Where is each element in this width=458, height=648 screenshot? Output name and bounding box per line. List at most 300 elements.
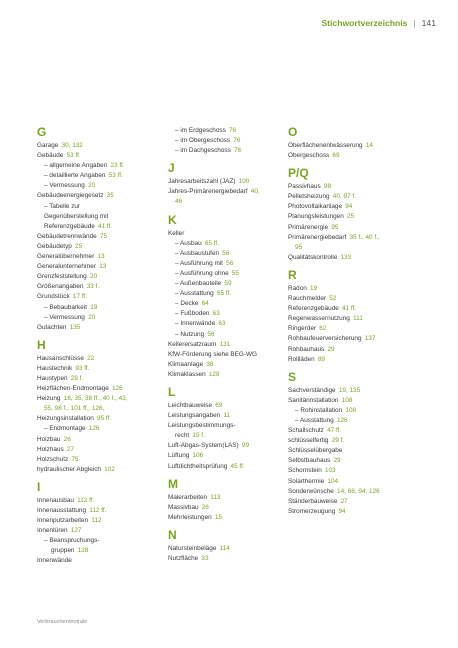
index-term: Leichtbauweise xyxy=(168,401,213,409)
index-entry xyxy=(168,249,288,259)
index-page-ref: 108 xyxy=(341,396,353,404)
index-term: Jahres-Primärenergiebedarf xyxy=(168,188,248,196)
index-term: – Decke xyxy=(175,300,199,308)
index-term: recht xyxy=(175,432,190,440)
index-entry xyxy=(168,544,288,554)
index-entry xyxy=(168,370,288,380)
index-term: Garage xyxy=(37,142,59,149)
index-term: Heizung xyxy=(37,395,61,403)
index-entry xyxy=(168,309,288,319)
index-page-ref: 112 ff. xyxy=(89,507,107,514)
index-entry xyxy=(168,330,288,340)
index-page-ref: 64 xyxy=(201,300,209,308)
index-entry xyxy=(288,304,438,314)
index-entry xyxy=(37,181,165,191)
index-page-ref: 52 xyxy=(329,295,337,303)
index-term: Nutzfläche xyxy=(168,555,199,562)
index-entry xyxy=(288,456,438,466)
index-entry xyxy=(37,364,165,374)
index-entry xyxy=(288,466,438,476)
index-term: – im Dachgeschoss xyxy=(175,147,231,155)
index-page-ref: 27 xyxy=(66,445,74,453)
index-entry xyxy=(288,507,438,517)
index-page-ref: 126 xyxy=(336,416,348,424)
index-entry xyxy=(37,262,165,272)
index-term: Luft-Abgas-System(LAS) xyxy=(168,442,239,450)
index-letter-heading: O xyxy=(288,125,298,139)
index-page-ref: 111 xyxy=(353,315,363,323)
index-term: Holzbau xyxy=(37,435,61,443)
index-entry xyxy=(288,406,438,416)
index-entry xyxy=(37,546,165,556)
index-page-ref: 75 xyxy=(99,232,108,240)
index-page-ref: 128 xyxy=(77,547,89,555)
index-entry xyxy=(37,303,165,313)
index-entry xyxy=(168,279,288,289)
index-page-ref: 95 ff. xyxy=(97,415,112,423)
index-page-ref: 114 xyxy=(219,544,230,552)
index-entry xyxy=(37,374,165,384)
index-term: Heizflächen-Endmontage xyxy=(37,385,109,393)
index-page-ref: 94 xyxy=(345,203,353,211)
index-term: – detaillierte Angaben xyxy=(44,172,106,180)
index-term: gruppen xyxy=(51,547,75,555)
index-entry xyxy=(37,455,165,465)
index-term: schlüsselfertig xyxy=(288,437,329,445)
index-entry xyxy=(168,451,288,461)
index-page-ref: 65 ff. xyxy=(216,290,232,298)
index-page-ref: 55, 98 f., 101 ff., 126, xyxy=(44,405,105,413)
index-term: Schlüsselübergabe xyxy=(288,447,343,455)
index-entry xyxy=(168,319,288,329)
index-term: – Innenwände xyxy=(175,320,216,328)
index-term: Sonderwünsche xyxy=(288,487,334,495)
index-letter-heading: S xyxy=(288,369,297,384)
index-entry xyxy=(288,182,438,192)
index-page-ref: 131 xyxy=(219,340,231,348)
index-entry xyxy=(37,506,165,516)
index-column-1 xyxy=(37,126,165,567)
index-page-ref: 56 xyxy=(222,249,230,257)
index-page-ref: 41 ff. xyxy=(98,222,113,230)
index-entry xyxy=(168,229,288,239)
index-term: Sanitärinstallation xyxy=(288,396,339,404)
index-letter-heading: N xyxy=(168,527,177,542)
index-page-ref: 26 xyxy=(63,435,71,443)
index-term: Natursteinbeläge xyxy=(168,544,217,552)
index-term: – allgemeine Angaben xyxy=(44,162,108,170)
index-entry xyxy=(37,222,165,232)
index-term: – Rohinstallation xyxy=(295,406,343,414)
index-entry xyxy=(37,414,165,424)
index-entry xyxy=(288,487,438,497)
index-term: Oberflächenentwässerung xyxy=(288,142,363,149)
index-page-ref: 94 xyxy=(338,507,346,515)
index-entry xyxy=(37,394,165,404)
index-page-ref: 30, 132 xyxy=(61,142,83,149)
index-page-ref: 98 xyxy=(323,183,331,191)
index-term: Luftdichtheitsprüfung xyxy=(168,462,228,470)
index-entry xyxy=(288,151,438,161)
index-page-ref: 53 ff. xyxy=(66,152,81,160)
index-page-ref: 22 xyxy=(87,354,95,362)
index-term: Rohbaufeuerversicherung xyxy=(288,335,362,343)
index-entry xyxy=(37,313,165,323)
index-page-ref: 108 xyxy=(345,406,357,414)
index-term: Rohbauhaus xyxy=(288,345,325,353)
index-column-3 xyxy=(288,126,438,517)
index-term: – Außenbauteile xyxy=(175,280,222,288)
index-term: Ringerder xyxy=(288,325,317,333)
index-entry xyxy=(288,243,438,253)
index-page-ref: 104 xyxy=(327,477,339,485)
index-page-ref: 25 xyxy=(347,213,355,221)
index-entry xyxy=(168,126,288,136)
index-letter-heading: I xyxy=(37,479,41,494)
index-term: – Ausstattung xyxy=(175,290,214,298)
index-page-ref: 20 xyxy=(89,273,98,281)
index-page-ref: 11 xyxy=(223,412,231,420)
index-term: Lüftung xyxy=(168,452,190,460)
index-term: Innenwände xyxy=(37,557,72,565)
index-page-ref: 59 xyxy=(224,280,232,288)
index-entry xyxy=(37,292,165,302)
index-page-ref: 75 xyxy=(71,455,79,463)
index-page-ref: 19 xyxy=(310,284,318,292)
index-entry xyxy=(288,334,438,344)
index-page-ref: 19, 135 xyxy=(338,386,361,394)
index-page-ref: 19 xyxy=(90,303,98,311)
index-entry xyxy=(168,513,288,523)
index-page-ref: 112 xyxy=(91,517,102,525)
index-entry xyxy=(168,146,288,156)
index-page-ref: 35 xyxy=(106,192,114,200)
index-term: Grundstück xyxy=(37,293,70,301)
index-term: Sachverständige xyxy=(288,386,336,394)
index-term: – Vermessung xyxy=(44,313,85,321)
index-term: Malerarbeiten xyxy=(168,493,208,501)
index-term: Schallschutz xyxy=(288,427,324,435)
header-separator: | xyxy=(413,18,416,28)
index-entry xyxy=(288,386,438,396)
index-term: Grenzfeststellung xyxy=(37,273,87,281)
index-entry xyxy=(37,404,165,414)
index-page-ref: 27 xyxy=(340,497,348,505)
index-entry xyxy=(168,177,288,187)
index-term: Innenausbau xyxy=(37,496,74,504)
index-term: Stromerzeugung xyxy=(288,507,336,515)
index-page-ref: 113 xyxy=(210,493,221,501)
index-entry xyxy=(168,421,288,431)
index-page-ref: 93 ff. xyxy=(75,364,90,372)
index-term: – Fußboden xyxy=(175,310,210,318)
index-entry xyxy=(168,401,288,411)
index-page-ref: 76 xyxy=(229,127,237,134)
index-entry xyxy=(168,554,288,564)
index-term: Innentüren xyxy=(37,527,68,535)
index-term: Referenzgebäude xyxy=(288,305,339,313)
index-entry xyxy=(288,223,438,233)
index-page-ref: 40, 97 f. xyxy=(332,193,356,201)
index-page-ref: 33 f. xyxy=(86,283,100,291)
index-term: Haustypen xyxy=(37,374,68,382)
index-term: Qualitätskontrolle xyxy=(288,253,338,261)
index-entry xyxy=(37,384,165,394)
index-term: Primärenergiebedarf xyxy=(288,233,347,241)
index-entry xyxy=(168,441,288,451)
index-term: Gegenüberstellung mit xyxy=(44,212,109,220)
index-page-ref: 29 xyxy=(333,457,341,465)
index-term: Innenputzarbeiten xyxy=(37,517,89,525)
index-page-ref: 89 xyxy=(317,355,325,363)
index-letter-heading: J xyxy=(168,161,175,176)
index-entry xyxy=(288,192,438,202)
index-entry xyxy=(288,294,438,304)
index-entry xyxy=(288,446,438,456)
index-page-ref: 102 xyxy=(104,465,115,473)
index-term: Radon xyxy=(288,284,307,292)
index-page-ref: 45 ff. xyxy=(230,462,245,470)
index-entry xyxy=(37,323,165,333)
index-entry xyxy=(37,161,165,171)
index-entry xyxy=(168,411,288,421)
index-term: Leistungsbestimmungs- xyxy=(168,422,236,430)
index-term: Kellerersatzraum xyxy=(168,340,217,348)
index-entry xyxy=(168,350,288,360)
index-page-ref: 55 xyxy=(231,269,239,277)
index-letter-heading: K xyxy=(168,212,177,227)
index-page-ref: 126 xyxy=(111,385,123,393)
index-entry xyxy=(37,445,165,455)
index-letter-heading: H xyxy=(37,337,46,352)
index-page-ref: 15 f. xyxy=(192,432,205,440)
page-footer: Verbraucherzentrale xyxy=(37,619,88,625)
index-page-ref: 38 xyxy=(206,360,214,368)
index-entry xyxy=(288,426,438,436)
index-page-ref: 76 xyxy=(233,137,241,145)
index-page-ref: 53 ff. xyxy=(108,172,123,180)
index-entry xyxy=(288,233,438,243)
index-term: Gebäude xyxy=(37,152,64,160)
index-page-ref: 99 xyxy=(241,442,249,450)
index-entry xyxy=(37,232,165,242)
index-entry xyxy=(168,360,288,370)
index-page-ref: 26 xyxy=(201,503,209,511)
index-entry xyxy=(168,187,288,197)
index-term: – Endmontage xyxy=(44,425,86,433)
index-entry xyxy=(168,340,288,350)
index-page-ref: 95 xyxy=(331,223,339,231)
index-term: – im Erdgeschoss xyxy=(175,127,226,134)
index-page-ref: 76 xyxy=(233,147,242,155)
index-entry xyxy=(168,136,288,146)
index-term: Keller xyxy=(168,229,185,237)
index-letter-heading: L xyxy=(168,384,176,399)
index-term: Gebäudetyp xyxy=(37,242,72,250)
index-page-ref: 47 ff. xyxy=(327,427,342,435)
index-page-ref: 103 xyxy=(324,467,336,475)
index-page-ref: 137 xyxy=(364,335,376,343)
index-page-ref: 106 xyxy=(192,452,204,460)
index-entry xyxy=(168,259,288,269)
index-entry xyxy=(288,497,438,507)
index-entry xyxy=(288,396,438,406)
index-entry xyxy=(168,431,288,441)
index-page-ref: 15 xyxy=(214,513,223,521)
index-term: Solarthermie xyxy=(288,477,325,485)
index-term: Referenzgebäude xyxy=(44,222,95,230)
index-term: – Ausführung mit xyxy=(175,259,223,267)
index-term: Hausanschlüsse xyxy=(37,354,84,362)
index-term: Photovoltaikanlage xyxy=(288,203,343,211)
index-entry xyxy=(37,202,165,212)
index-page-ref: 63 xyxy=(212,310,220,318)
index-term: Selbstbauhaus xyxy=(288,457,331,465)
index-term: Gutachten xyxy=(37,323,67,331)
index-entry xyxy=(168,462,288,472)
index-entry xyxy=(288,477,438,487)
index-entry xyxy=(37,435,165,445)
index-entry xyxy=(168,289,288,299)
index-page-ref: 100 xyxy=(238,178,250,186)
index-entry xyxy=(168,269,288,279)
index-page-ref: 20 xyxy=(88,313,96,321)
index-term: KfW-Förderung siehe BEG-WG xyxy=(168,350,258,358)
index-term: Primärenergie xyxy=(288,223,329,231)
index-term: – Ausbau xyxy=(175,239,202,247)
index-term: Haustechnik xyxy=(37,364,73,372)
index-entry xyxy=(288,284,438,294)
index-term: Holzhaus xyxy=(37,445,64,453)
index-entry xyxy=(37,465,165,475)
index-page-ref: 13 xyxy=(97,253,105,261)
index-term: Massivbau xyxy=(168,503,199,511)
index-term: Größenangaben xyxy=(37,283,84,291)
index-entry xyxy=(288,253,438,263)
index-term: – Tabelle zur xyxy=(44,202,81,210)
index-page-ref: 56 xyxy=(226,259,234,267)
index-page-ref: 25 xyxy=(75,242,83,250)
index-term: – Nutzung xyxy=(175,330,205,338)
index-page-ref: 23 ff. xyxy=(110,162,125,170)
index-term: Innenausstattung xyxy=(37,507,87,514)
index-entry xyxy=(37,212,165,222)
index-term: Klimaanlage xyxy=(168,360,204,368)
index-page-ref: 41 ff. xyxy=(342,305,357,313)
index-entry xyxy=(288,345,438,355)
index-page-ref: 13 xyxy=(99,263,107,271)
index-page-ref: 40, xyxy=(250,188,260,196)
index-term: Pelletsheizung xyxy=(288,193,330,201)
index-page-ref: 29 f. xyxy=(331,437,345,445)
index-page-ref: 62 xyxy=(319,325,327,333)
index-term: Gebäudeenergiegesetz xyxy=(37,192,104,200)
index-page-ref: 20 xyxy=(88,182,96,190)
index-entry xyxy=(37,141,165,151)
index-page-ref: 29 xyxy=(327,345,335,353)
index-page-ref: 56 xyxy=(207,330,215,338)
index-entry xyxy=(37,556,165,566)
index-term: – Ausführung ohne xyxy=(175,269,229,277)
index-term: Passivhaus xyxy=(288,183,321,191)
index-entry xyxy=(168,299,288,309)
index-entry xyxy=(168,493,288,503)
index-term: Planungsleistungen xyxy=(288,213,344,221)
index-term: – Beanspruchungs- xyxy=(44,537,100,545)
index-page-ref: 33 xyxy=(201,555,209,562)
index-entry xyxy=(288,436,438,446)
index-term: – Ausstattung xyxy=(295,416,334,424)
index-entry xyxy=(168,197,288,207)
index-term: Jahresarbeitszahl (JAZ) xyxy=(168,178,236,186)
index-term: hydraulischer Abgleich xyxy=(37,465,101,473)
index-entry xyxy=(37,354,165,364)
index-page-ref: 126 xyxy=(88,425,100,433)
index-page-ref: 28 f. xyxy=(70,374,84,382)
page-number: 141 xyxy=(421,18,436,28)
index-entry xyxy=(288,212,438,222)
index-page-ref: 14, 68, 94, 126 xyxy=(337,487,380,495)
index-term: Leistungsangaben xyxy=(168,412,221,420)
header-title: Stichwortverzeichnis xyxy=(321,18,408,28)
index-page-ref: 16, 35, 38 ff., 40 f., 43, xyxy=(63,395,128,403)
index-page-ref: 69 xyxy=(215,401,223,409)
index-term: Ständerbauweise xyxy=(288,497,338,505)
index-term: Regenwassernutzung xyxy=(288,315,350,323)
index-term: Gebäudetrennwände xyxy=(37,232,97,240)
index-page-ref: 14 xyxy=(365,142,373,149)
index-term: – Ausbaustufen xyxy=(175,249,220,257)
index-page-ref: 17 ff. xyxy=(72,293,87,301)
index-entry xyxy=(37,191,165,201)
index-page-ref: 65 ff. xyxy=(204,239,219,247)
index-page-ref: 35 f., 40 f., xyxy=(349,233,380,241)
index-entry xyxy=(37,516,165,526)
index-term: Rauchmelder xyxy=(288,295,327,303)
index-letter-heading: P/Q xyxy=(288,166,309,181)
index-entry xyxy=(37,151,165,161)
index-column-2 xyxy=(168,126,288,564)
index-entry xyxy=(288,141,438,151)
index-entry xyxy=(168,239,288,249)
index-entry xyxy=(37,536,165,546)
index-page-ref: 127 xyxy=(70,527,82,535)
index-term: Generalunternehmer xyxy=(37,263,96,271)
index-entry xyxy=(288,324,438,334)
index-term: – Bebaubarkeit xyxy=(44,303,87,311)
index-term: Klimaklassen xyxy=(168,370,206,378)
index-term: Holzschutz xyxy=(37,455,69,463)
index-term: – im Obergeschoss xyxy=(175,137,231,145)
index-letter-heading: M xyxy=(168,476,178,491)
index-entry xyxy=(288,355,438,365)
index-entry xyxy=(37,282,165,292)
index-page-ref: 95 xyxy=(295,243,303,251)
index-term: Generalübernehmer xyxy=(37,253,95,261)
index-page-ref: 112 ff. xyxy=(77,496,95,504)
index-page-ref: 128 xyxy=(208,370,220,378)
index-term: Heizungsinstallation xyxy=(37,415,94,423)
index-entry xyxy=(288,202,438,212)
running-header xyxy=(321,18,436,28)
index-entry xyxy=(37,242,165,252)
index-entry xyxy=(37,496,165,506)
index-entry xyxy=(37,252,165,262)
index-entry xyxy=(168,503,288,513)
index-entry xyxy=(37,171,165,181)
index-page-ref: 63 xyxy=(218,320,226,328)
index-term: Schornstein xyxy=(288,467,322,475)
